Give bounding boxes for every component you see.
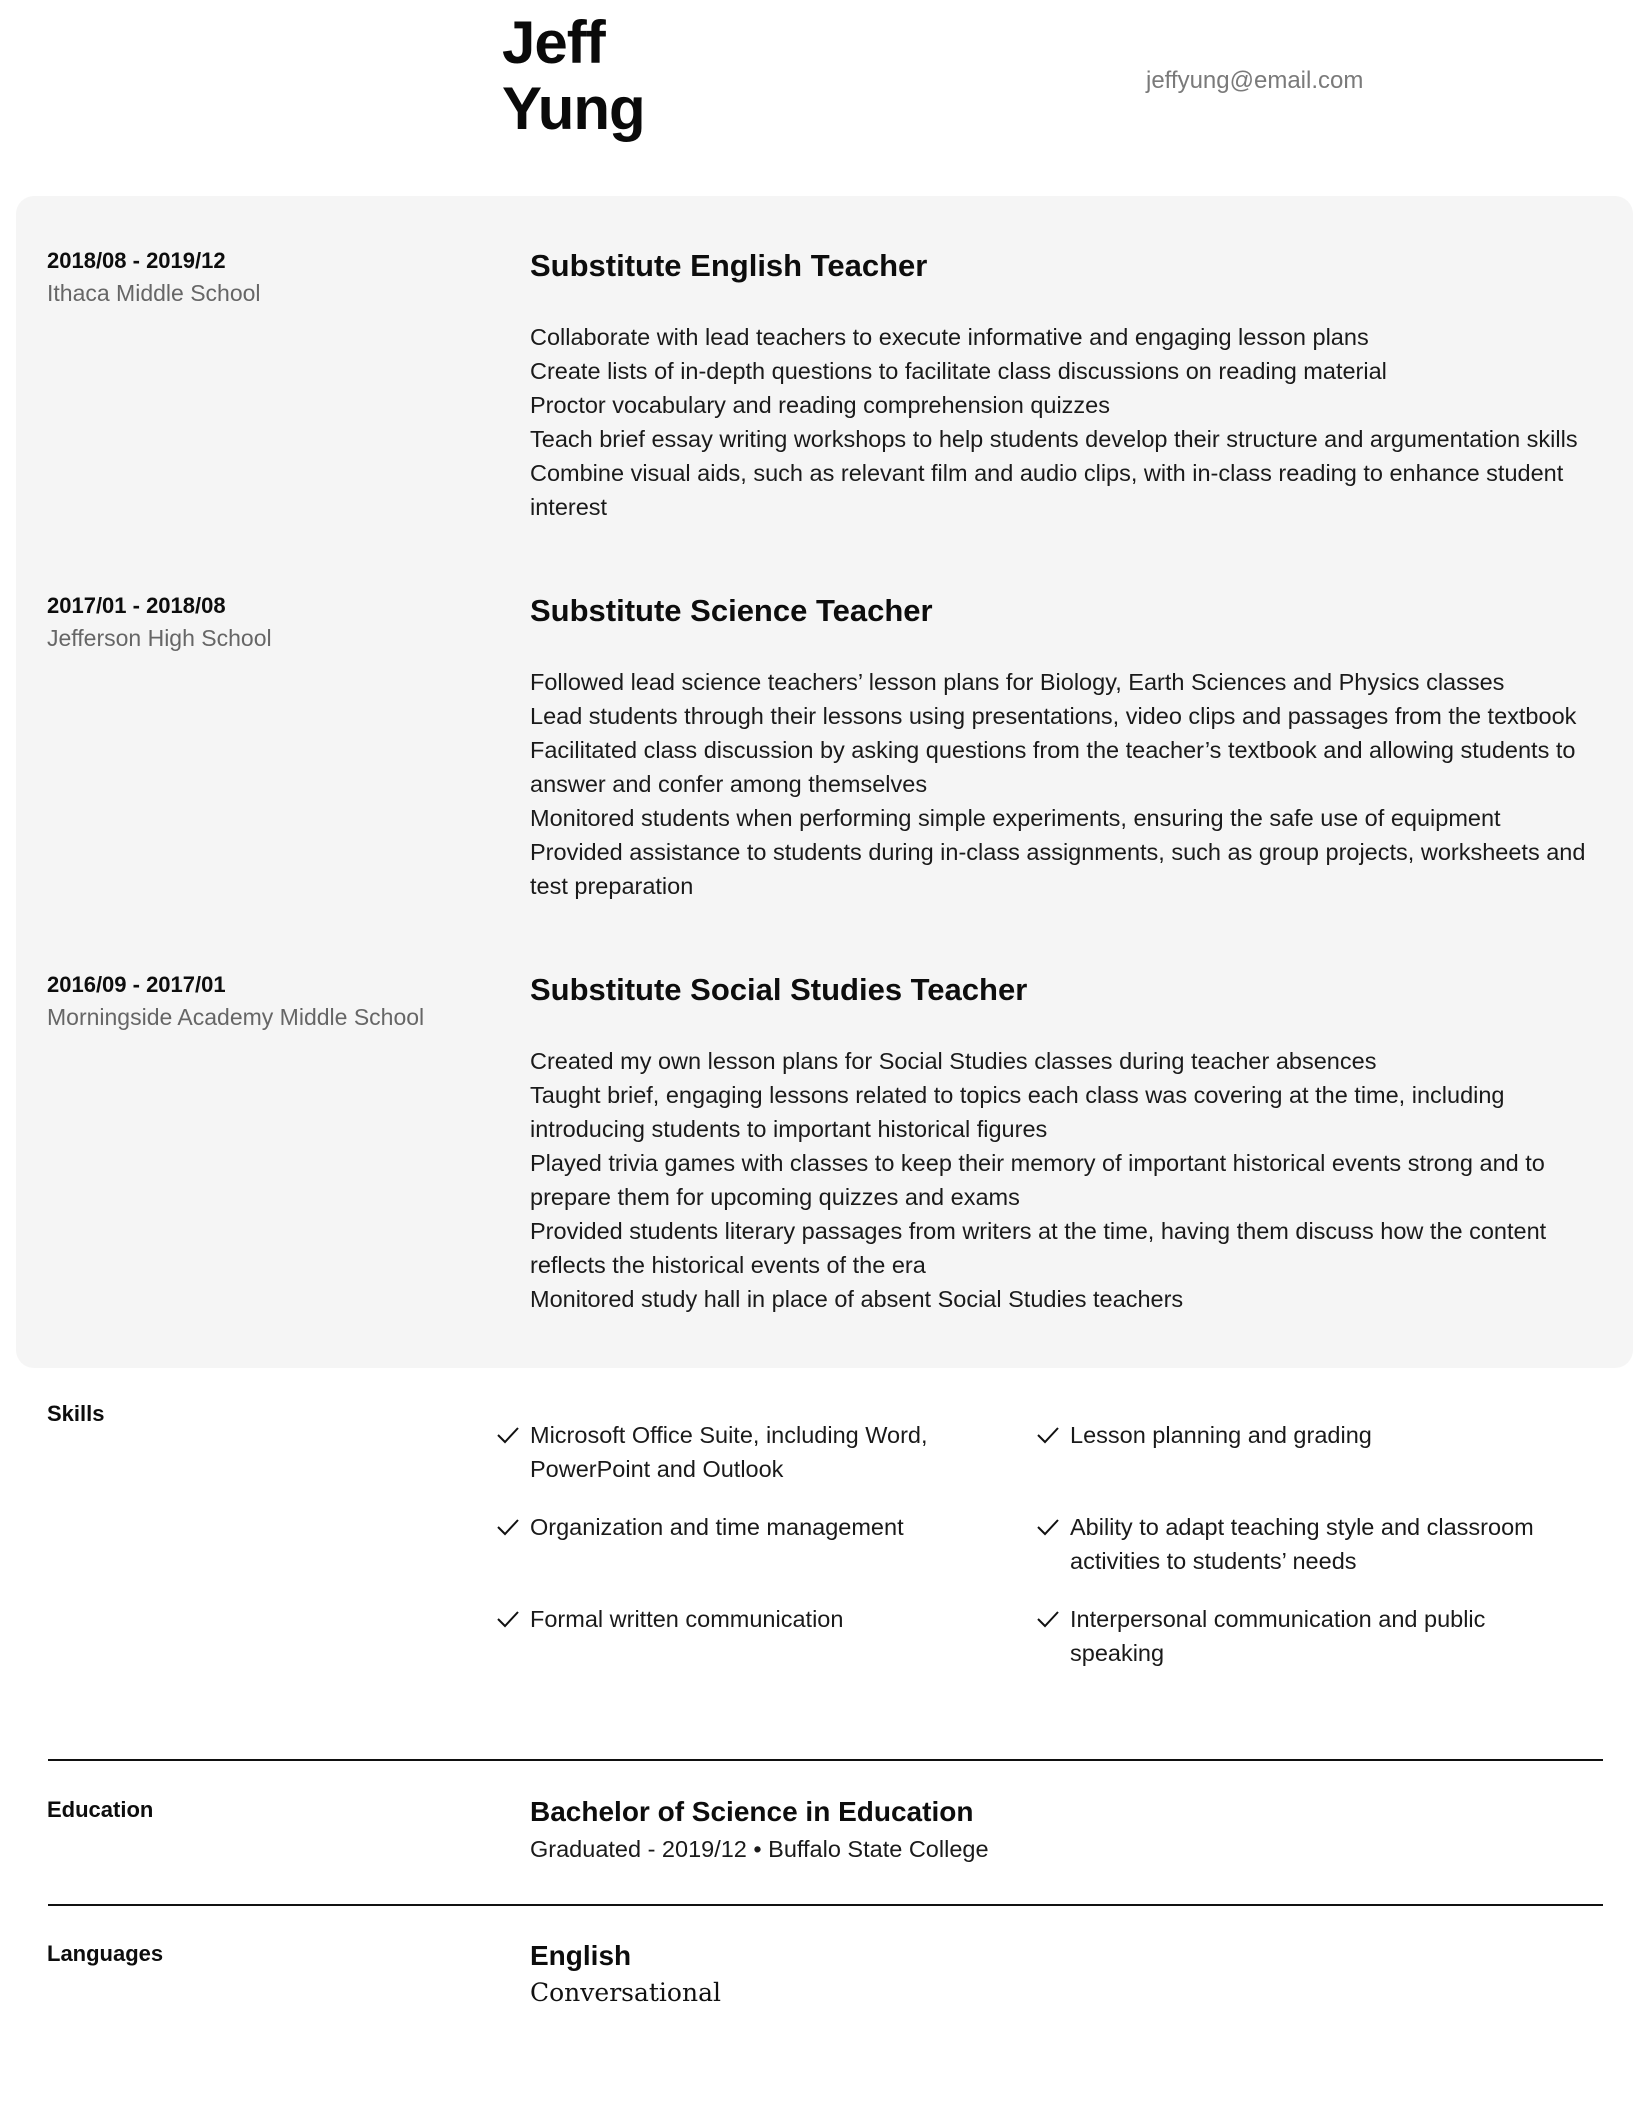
experience-duties	[530, 665, 1620, 903]
experience-meta	[47, 246, 507, 310]
duty-item: Teach brief essay writing workshops to help students develop their structure and argumentation skills	[530, 426, 1578, 452]
experience-body	[530, 246, 1620, 524]
skill-item	[496, 1602, 1036, 1670]
duty-item: Played trivia games with classes to keep their memory of important historical events strong and to prepare them for upcoming quizzes and exams	[530, 1150, 1545, 1210]
check-icon	[1036, 1609, 1060, 1629]
section-divider	[48, 1904, 1603, 1906]
experience-school: Morningside Academy Middle School	[47, 1004, 425, 1030]
education-detail: Graduated - 2019/12 • Buffalo State College	[530, 1836, 989, 1862]
experience-body	[530, 970, 1620, 1316]
duty-item: Monitored students when performing simple experiments, ensuring the safe use of equipment	[530, 805, 1501, 831]
section-divider	[48, 1759, 1603, 1761]
duty-item: Proctor vocabulary and reading comprehension quizzes	[530, 392, 1110, 418]
skill-text: Ability to adapt teaching style and classroom activities to students’ needs	[1070, 1514, 1534, 1574]
resume-header	[0, 0, 1650, 196]
duty-item: Created my own lesson plans for Social Studies classes during teacher absences	[530, 1048, 1377, 1074]
duty-item: Collaborate with lead teachers to execute informative and engaging lesson plans	[530, 324, 1369, 350]
language-level: Conversational	[530, 1978, 721, 2007]
skill-item	[496, 1510, 1036, 1578]
last-name: Yung	[502, 75, 645, 142]
check-icon	[496, 1517, 520, 1537]
check-icon	[496, 1425, 520, 1445]
duty-item: Create lists of in-depth questions to facilitate class discussions on reading material	[530, 358, 1387, 384]
experience-title: Substitute Science Teacher	[530, 593, 933, 628]
experience-duties	[530, 320, 1620, 524]
experience-title: Substitute Social Studies Teacher	[530, 972, 1028, 1007]
first-name: Jeff	[502, 9, 605, 76]
duty-item: Lead students through their lessons using presentations, video clips and passages from the textbook	[530, 703, 1577, 729]
experience-meta	[47, 970, 507, 1034]
education-degree: Bachelor of Science in Education	[530, 1796, 974, 1827]
education-heading: Education	[47, 1797, 154, 1822]
duty-item: Facilitated class discussion by asking questions from the teacher’s textbook and allowing students to answer and confer among themselves	[530, 737, 1576, 797]
skill-text: Organization and time management	[530, 1514, 904, 1540]
skills-list	[496, 1418, 1596, 1670]
experience-school: Ithaca Middle School	[47, 280, 261, 306]
skill-item	[1036, 1510, 1576, 1578]
duty-item: Followed lead science teachers’ lesson plans for Biology, Earth Sciences and Physics classes	[530, 669, 1505, 695]
experience-body	[530, 591, 1620, 903]
experience-duties	[530, 1044, 1620, 1316]
skill-item	[1036, 1418, 1576, 1486]
experience-meta	[47, 591, 507, 655]
skill-text: Microsoft Office Suite, including Word, PowerPoint and Outlook	[530, 1422, 928, 1482]
experience-dates: 2018/08 - 2019/12	[47, 248, 226, 273]
skill-item	[1036, 1602, 1576, 1670]
experience-dates: 2017/01 - 2018/08	[47, 593, 226, 618]
check-icon	[1036, 1425, 1060, 1445]
duty-item: Combine visual aids, such as relevant film and audio clips, with in-class reading to enhance student interest	[530, 460, 1564, 520]
skills-heading: Skills	[47, 1401, 105, 1426]
experience-school: Jefferson High School	[47, 625, 272, 651]
duty-item: Taught brief, engaging lessons related to topics each class was covering at the time, including introducing students to important historical figures	[530, 1082, 1505, 1142]
experience-dates: 2016/09 - 2017/01	[47, 972, 226, 997]
duty-item: Provided assistance to students during in-class assignments, such as group projects, worksheets and test preparation	[530, 839, 1586, 899]
experience-section	[16, 196, 1633, 1368]
candidate-name	[502, 10, 645, 142]
language-name: English	[530, 1940, 632, 1971]
email-link[interactable]: jeffyung@email.com	[1146, 67, 1364, 94]
duty-item: Provided students literary passages from writers at the time, having them discuss how the content reflects the historical events of the era	[530, 1218, 1547, 1278]
languages-heading: Languages	[47, 1941, 164, 1966]
check-icon	[496, 1609, 520, 1629]
skill-text: Formal written communication	[530, 1606, 844, 1632]
skill-text: Lesson planning and grading	[1070, 1422, 1372, 1448]
experience-title: Substitute English Teacher	[530, 248, 928, 283]
skill-text: Interpersonal communication and public speaking	[1070, 1606, 1486, 1666]
duty-item: Monitored study hall in place of absent Social Studies teachers	[530, 1286, 1184, 1312]
skill-item	[496, 1418, 1036, 1486]
check-icon	[1036, 1517, 1060, 1537]
